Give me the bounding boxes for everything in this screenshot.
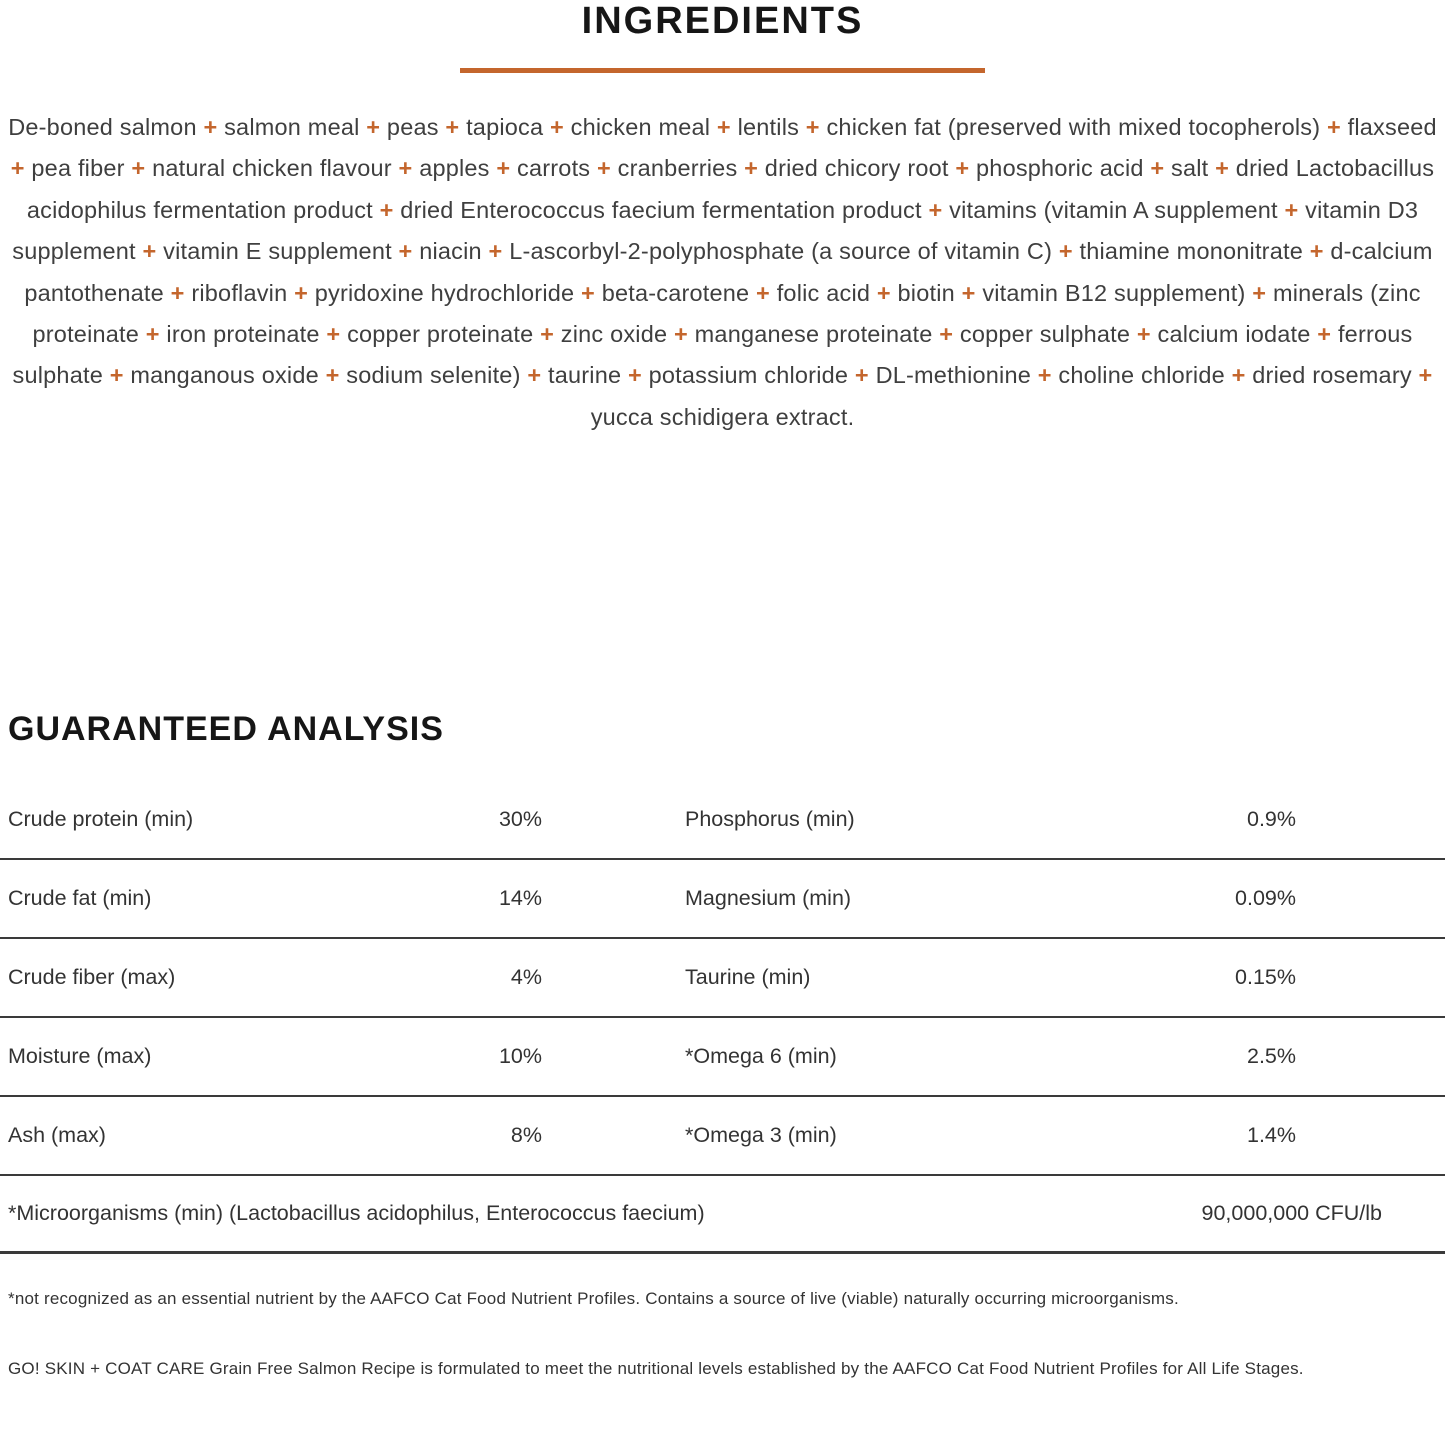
plus-separator: + (870, 279, 898, 306)
plus-separator: + (1031, 362, 1059, 389)
ingredients-heading: INGREDIENTS (581, 0, 864, 42)
plus-separator: + (1143, 155, 1172, 182)
plus-separator: + (1130, 321, 1158, 348)
plus-separator: + (543, 114, 571, 140)
table-row (0, 781, 1445, 860)
table-cell-pair (685, 1123, 1296, 1148)
nutrient-value: 10% (498, 1044, 542, 1069)
nutrient-label: Phosphorus (min) (685, 807, 855, 832)
plus-separator: + (621, 362, 649, 389)
table-cell-pair (8, 965, 542, 990)
nutrient-label: Magnesium (min) (685, 886, 852, 911)
plus-separator: + (359, 114, 387, 140)
table-row (0, 1097, 1445, 1176)
plus-separator: + (749, 279, 777, 306)
nutrient-label: *Microorganisms (min) (Lactobacillus acidophilus, Enterococcus faecium) (8, 1201, 705, 1226)
plus-separator: + (318, 362, 347, 389)
plus-separator: + (667, 321, 695, 348)
nutrient-label: Crude protein (min) (8, 807, 194, 832)
table-cell-pair (685, 1044, 1296, 1069)
nutrient-value: 14% (498, 886, 542, 911)
plus-separator: + (1277, 196, 1306, 223)
plus-separator: + (391, 155, 420, 182)
plus-separator: + (1208, 155, 1236, 182)
plus-separator: + (1052, 238, 1080, 265)
plus-separator: + (574, 279, 602, 306)
nutrient-value: 90,000,000 CFU/lb (1201, 1201, 1382, 1226)
table-row (0, 860, 1445, 939)
plus-separator: + (948, 155, 977, 182)
plus-separator: + (848, 362, 876, 389)
table-row (0, 1018, 1445, 1097)
table-cell-pair (8, 807, 542, 832)
nutrient-label: Crude fat (min) (8, 886, 152, 911)
table-cell-pair (685, 886, 1296, 911)
plus-separator: + (1411, 362, 1433, 389)
table-row (0, 939, 1445, 1018)
plus-separator: + (799, 114, 827, 140)
aafco-footnote: *not recognized as an essential nutrient by the AAFCO Cat Food Nutrient Profiles. Contains a source of live (viable) naturally occurring microorganisms. (8, 1289, 1179, 1309)
plus-separator: + (372, 196, 401, 223)
nutrient-value: 30% (498, 807, 542, 832)
table-cell-pair (8, 1044, 542, 1069)
table-cell-pair (8, 886, 542, 911)
nutrient-value: 0.9% (1246, 807, 1296, 832)
plus-separator: + (481, 238, 510, 265)
plus-separator: + (533, 321, 561, 348)
plus-separator: + (1302, 238, 1331, 265)
plus-separator: + (319, 321, 348, 348)
plus-separator: + (139, 321, 167, 348)
nutrient-label: Ash (max) (8, 1123, 106, 1148)
plus-separator: + (932, 321, 960, 348)
plus-separator: + (163, 279, 192, 306)
plus-separator: + (1310, 321, 1338, 348)
plus-separator: + (1224, 362, 1253, 389)
nutrient-label: Crude fiber (max) (8, 965, 176, 990)
nutrient-label: *Omega 6 (min) (685, 1044, 837, 1069)
plus-separator: + (921, 196, 950, 223)
table-cell-pair (685, 965, 1296, 990)
plus-separator: + (489, 155, 518, 182)
plus-separator: + (1245, 279, 1273, 306)
guaranteed-analysis-table (0, 781, 1445, 1254)
plus-separator: + (124, 155, 153, 182)
plus-separator: + (102, 362, 131, 389)
plus-separator: + (10, 155, 32, 182)
nutrient-value: 0.15% (1235, 965, 1296, 990)
guaranteed-analysis-heading: GUARANTEED ANALYSIS (8, 710, 444, 749)
plus-separator: + (737, 155, 765, 182)
plus-separator: + (590, 155, 618, 182)
formulation-footnote: GO! SKIN + COAT CARE Grain Free Salmon Recipe is formulated to meet the nutritional levels established by the AAFCO Cat Food Nutrient Profiles for All Life Stages. (8, 1359, 1304, 1379)
plus-separator: + (710, 114, 738, 140)
nutrient-label: Taurine (min) (685, 965, 811, 990)
nutrient-value: 4% (510, 965, 542, 990)
plus-separator: + (196, 114, 225, 140)
plus-separator: + (954, 279, 983, 306)
plus-separator: + (391, 238, 420, 265)
plus-separator: + (287, 279, 315, 306)
orange-divider (460, 68, 985, 73)
nutrient-label: *Omega 3 (min) (685, 1123, 837, 1148)
plus-separator: + (438, 114, 467, 140)
nutrient-value: 2.5% (1246, 1044, 1296, 1069)
plus-separator: + (520, 362, 548, 389)
nutrient-value: 1.4% (1246, 1123, 1296, 1148)
plus-separator: + (135, 238, 164, 265)
ingredients-text: De-boned salmon + salmon meal + peas + tapioca + chicken meal + lentils + chicken fat (preserved with mixed tocopherols) + flaxseed + pea fiber + natural chicken flavour + apples + carrots + cranberries + dried chicory root + phosphoric acid + salt + dried Lactobacillus acidophilus fermentation product + dried Enterococcus faecium fermentation product + vitamins (vitamin A supplement + vitamin D3 supplement + vitamin E supplement + niacin + L-ascorbyl-2-polyphosphate (a source of vitamin C) + thiamine mononitrate + d-calcium pantothenate + riboflavin + pyridoxine hydrochloride + beta-carotene + folic acid + biotin + vitamin B12 supplement) + minerals (zinc proteinate + iron proteinate + copper proteinate + zinc oxide + manganese proteinate + copper sulphate + calcium iodate + ferrous sulphate + manganous oxide + sodium selenite) + taurine + potassium chloride + DL-methionine + choline chloride + dried rosemary + yucca schidigera extract. (8, 114, 1437, 430)
plus-separator: + (1320, 114, 1348, 140)
nutrient-value: 0.09% (1235, 886, 1296, 911)
nutrient-label: Moisture (max) (8, 1044, 152, 1069)
table-cell-pair (685, 807, 1296, 832)
table-cell-pair (8, 1123, 542, 1148)
nutrient-value: 8% (510, 1123, 542, 1148)
table-row-microorganisms (0, 1176, 1445, 1254)
